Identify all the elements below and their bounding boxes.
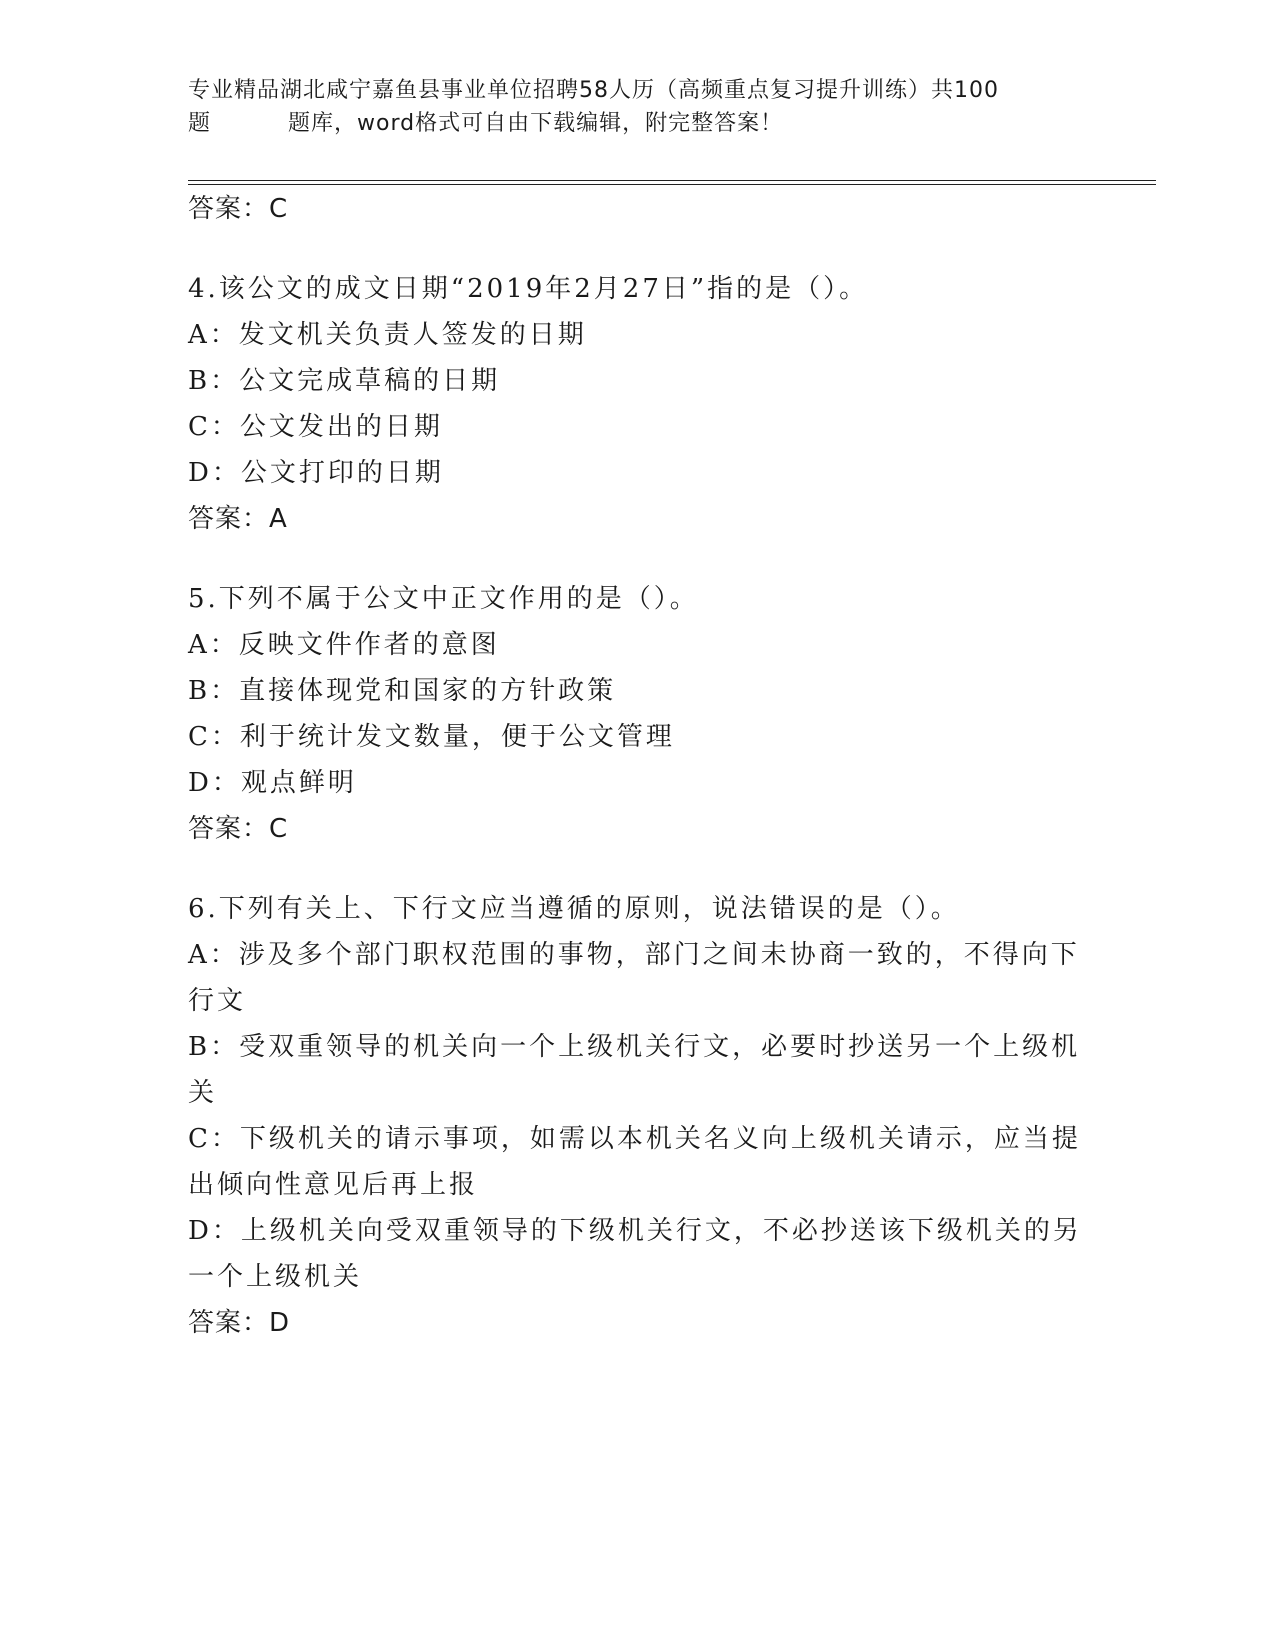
answer-line: 答案：C (188, 814, 289, 844)
option-c: C：公文发出的日期 (188, 412, 443, 442)
question-text: 4.该公文的成文日期“2019年2月27日”指的是（）。 (188, 274, 869, 304)
option-d: D：公文打印的日期 (188, 458, 444, 488)
header-divider-top (188, 180, 1156, 181)
option-b: B：受双重领导的机关向一个上级机关行文，必要时抄送另一个上级机关 (188, 1032, 1081, 1108)
answer-line: 答案：C (188, 194, 289, 224)
question-text: 5.下列不属于公文中正文作用的是（）。 (188, 584, 699, 614)
header-divider-bottom (188, 184, 1156, 185)
header-line-2-rest: 题库，word格式可自由下载编辑，附完整答案！ (288, 111, 784, 136)
option-b: B：直接体现党和国家的方针政策 (188, 676, 617, 706)
answer-line: 答案：A (188, 504, 288, 534)
header-line-1: 专业精品湖北咸宁嘉鱼县事业单位招聘58人历（高频重点复习提升训练）共100 (188, 78, 999, 103)
header-line-2 (188, 107, 1088, 140)
option-d: D：上级机关向受双重领导的下级机关行文，不必抄送该下级机关的另一个上级机关 (188, 1216, 1082, 1292)
answer-line: 答案：D (188, 1308, 291, 1338)
option-d: D：观点鲜明 (188, 768, 357, 798)
page-header (188, 74, 1088, 140)
question-block (188, 576, 1088, 852)
option-c: C：下级机关的请示事项，如需以本机关名义向上级机关请示，应当提出倾向性意见后再上报 (188, 1124, 1081, 1200)
question-block (188, 266, 1088, 542)
option-c: C：利于统计发文数量，便于公文管理 (188, 722, 675, 752)
option-a: A：发文机关负责人签发的日期 (188, 320, 587, 350)
question-text: 6.下列有关上、下行文应当遵循的原则，说法错误的是（）。 (188, 894, 960, 924)
document-body (188, 186, 1088, 1346)
option-b: B：公文完成草稿的日期 (188, 366, 501, 396)
option-a: A：反映文件作者的意图 (188, 630, 500, 660)
option-a: A：涉及多个部门职权范围的事物，部门之间未协商一致的，不得向下行文 (188, 940, 1080, 1016)
question-block (188, 886, 1088, 1346)
header-line-2-lead: 题 (188, 111, 212, 136)
